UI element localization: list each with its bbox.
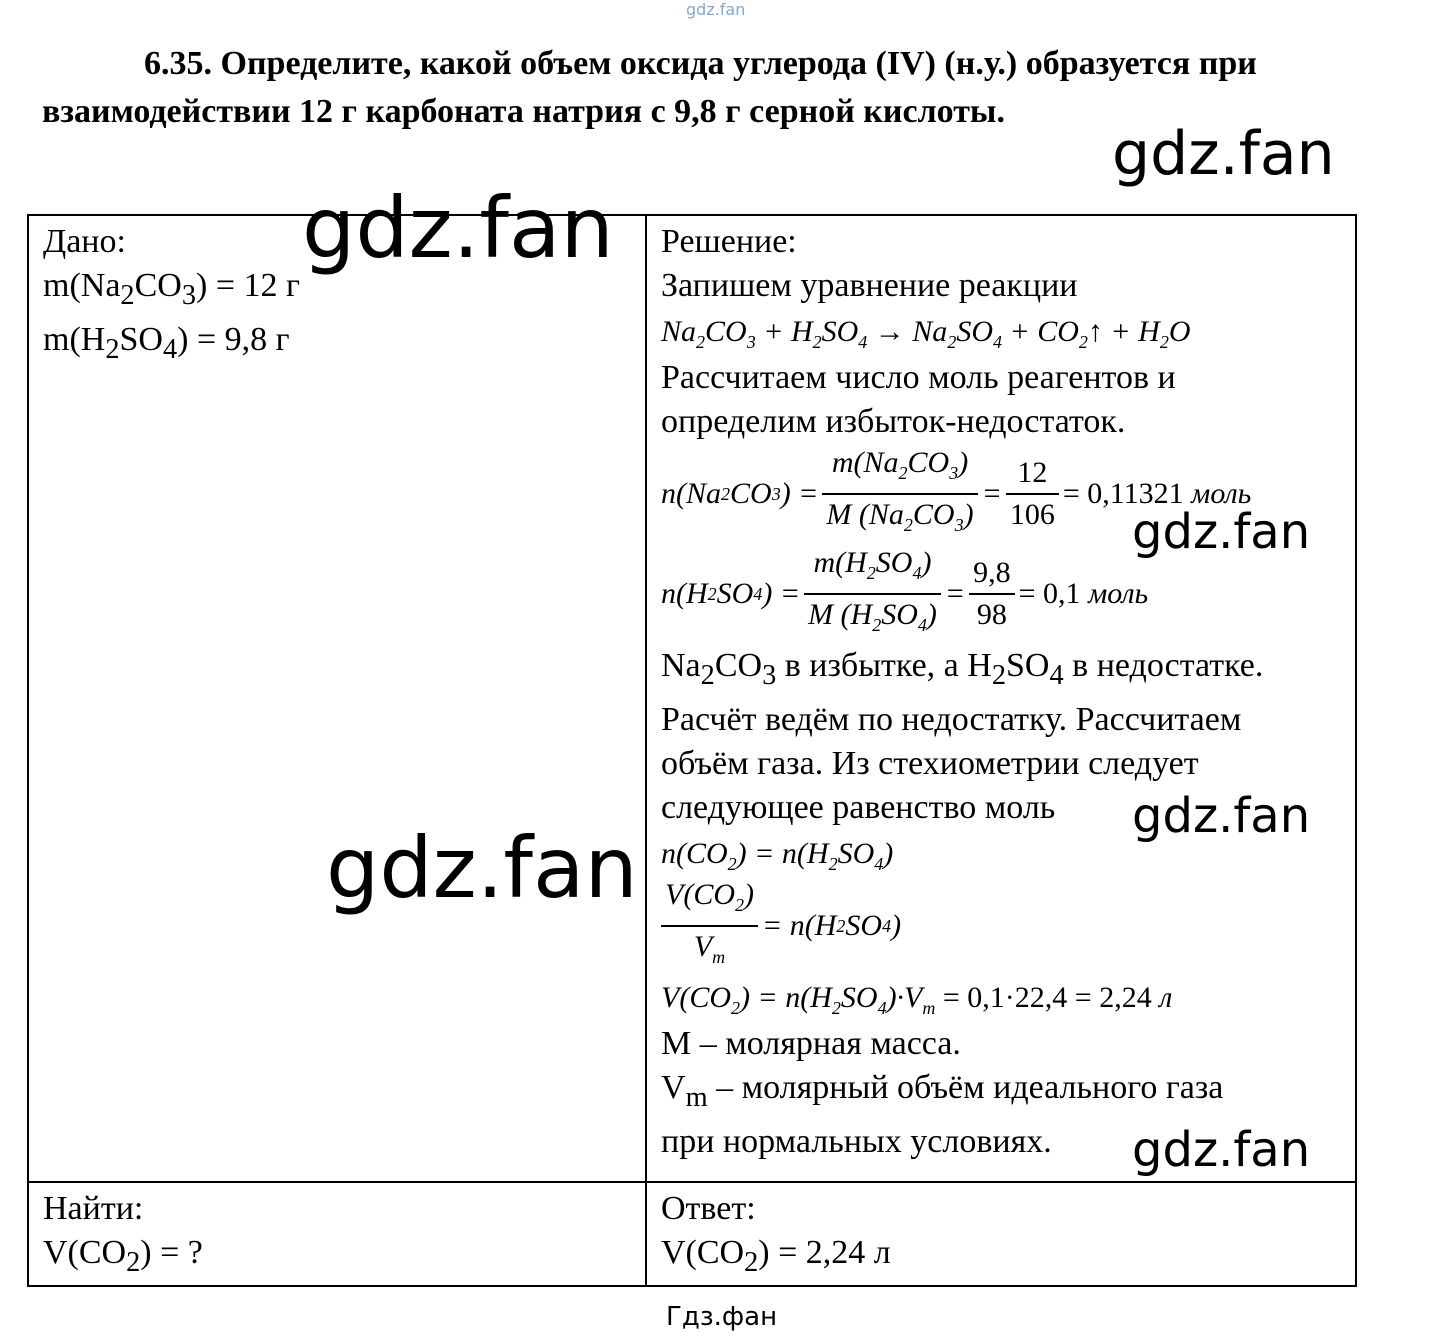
find-value: $V(CO_2)$ = ? bbox=[43, 1234, 203, 1278]
solution-p5: М – молярная масса. bbox=[661, 1024, 961, 1062]
answer-heading: Ответ: bbox=[661, 1190, 756, 1227]
watermark: gdz.fan bbox=[326, 819, 638, 917]
watermark: gdz.fan bbox=[1132, 504, 1311, 560]
watermark-top: gdz.fan bbox=[686, 0, 746, 19]
answer-value: $V(CO_2) = 2,24$ л bbox=[661, 1234, 891, 1278]
given-cell bbox=[28, 215, 646, 1182]
solution-p3: $Na_2CO_3$ в избытке, а $H_2SO_4$ в недостатке. bbox=[661, 647, 1264, 691]
watermark: gdz.fan bbox=[1132, 788, 1311, 844]
solution-p4b: объём газа. Из стехиометрии следует bbox=[661, 744, 1199, 782]
given-h2so4: $m(H_2SO_4) = 9,8$ г bbox=[43, 320, 290, 365]
solution-p4c: следующее равенство моль bbox=[661, 788, 1056, 826]
formula-volume-calc: $V(CO_2) = n(H_2SO_4)\cdot V_m = 0,1\cdot 22,4 = 2,24$ л bbox=[661, 980, 1173, 1018]
formula-n-h2so4: n(H 2 SO 4 ) = $\frac{m(H_2SO_4)}{M (H_2SO_4)}$ = $\frac{9,8}{98}$ = 0,1 моль bbox=[661, 544, 1355, 644]
formula-volume-ratio: $\frac{V(CO_2)}{V_m}$ = n(H 2 SO 4 ) bbox=[661, 878, 1355, 974]
watermark: gdz.fan bbox=[1112, 119, 1335, 189]
watermark: gdz.fan bbox=[1132, 1122, 1311, 1178]
task-number: 6.35. bbox=[144, 45, 212, 82]
find-cell bbox=[28, 1182, 646, 1286]
solution-p6: $V_m$ – молярный объём идеального газа bbox=[661, 1068, 1224, 1113]
answer-cell bbox=[646, 1182, 1356, 1286]
solution-p2b: определим избыток-недостаток. bbox=[661, 403, 1126, 440]
solution-cell bbox=[646, 215, 1356, 1182]
task-text: Определите, какой объем оксида углерода (IV) (н.у.) образуется при взаимодействии 12 г карбоната натрия с 9,8 г серной кислоты. bbox=[42, 45, 1257, 130]
given-na2co3: $m(Na_2CO_3) = 12$ г bbox=[43, 267, 300, 311]
formula-equality: $n(CO_2) = n(H_2SO_4)$ bbox=[661, 836, 894, 874]
footer-site-name: Гдз.фан bbox=[666, 1302, 778, 1332]
watermark: gdz.fan bbox=[302, 179, 614, 277]
solution-p4a: Расчёт ведём по недостатку. Рассчитаем bbox=[661, 700, 1242, 738]
reaction-equation: $Na_2CO_3 + H_2SO_4 \to Na_2SO_4$ + $CO_2↑ + H_2O$ bbox=[661, 315, 1191, 352]
solution-p2a: Рассчитаем число моль реагентов и bbox=[661, 359, 1176, 396]
formula-n-na2co3: n(Na 2 CO 3 ) = $\frac{m(Na_2CO_3)}{M (Na_2CO_3)}$ = $\frac{12}{106}$ = 0,11321 моль bbox=[661, 444, 1355, 544]
solution-heading: Решение: bbox=[661, 223, 797, 260]
find-heading: Найти: bbox=[43, 1190, 144, 1227]
solution-p6b: при нормальных условиях. bbox=[661, 1122, 1052, 1160]
solution-p1: Запишем уравнение реакции bbox=[661, 267, 1078, 304]
given-heading: Дано: bbox=[43, 223, 126, 260]
